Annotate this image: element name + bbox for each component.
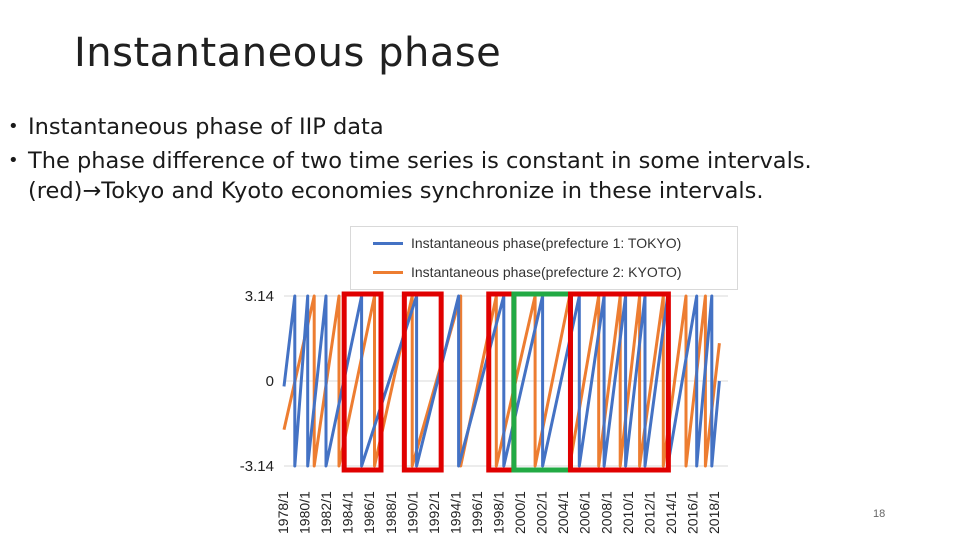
page-number: 18 [873, 508, 886, 520]
x-tick-label: 2004/1 [555, 491, 572, 534]
bullet-item [6, 146, 906, 206]
bullet-dot: • [8, 150, 19, 171]
x-tick-label: 1996/1 [468, 491, 485, 534]
bullet-text: The phase difference of two time series is constant in some intervals.(red)→Tokyo and Kyoto economies synchronize in these intervals. [28, 148, 812, 204]
x-tick-label: 2016/1 [684, 491, 701, 534]
x-tick-label: 2012/1 [641, 491, 658, 534]
bullet-text: Instantaneous phase of IIP data [28, 114, 384, 140]
x-tick-label: 1986/1 [361, 491, 378, 534]
x-tick-label: 2008/1 [598, 491, 615, 534]
x-tick-label: 1992/1 [425, 491, 442, 534]
y-tick-label: -3.14 [239, 458, 274, 475]
chart-legend [350, 226, 738, 290]
legend-item-tokyo [373, 233, 681, 253]
x-tick-label: 1984/1 [339, 491, 356, 534]
y-tick-label: 0 [265, 373, 274, 390]
legend-item-kyoto [373, 262, 682, 282]
x-tick-label: 1994/1 [447, 491, 464, 534]
x-tick-label: 2010/1 [619, 491, 636, 534]
x-tick-label: 2014/1 [662, 491, 679, 534]
bullet-list [6, 112, 906, 210]
legend-swatch-tokyo [373, 242, 403, 245]
x-tick-label: 1988/1 [382, 491, 399, 534]
x-tick-label: 2018/1 [706, 491, 723, 534]
legend-label-tokyo: Instantaneous phase(prefecture 1: TOKYO) [411, 235, 682, 251]
x-tick-label: 1980/1 [296, 491, 313, 534]
bullet-item [6, 112, 906, 142]
legend-swatch-kyoto [373, 271, 403, 274]
x-tick-label: 1982/1 [318, 491, 335, 534]
x-tick-label: 1990/1 [404, 491, 421, 534]
x-tick-label: 2006/1 [576, 491, 593, 534]
x-tick-label: 1998/1 [490, 491, 507, 534]
bullet-dot: • [8, 116, 19, 137]
y-tick-label: 3.14 [244, 288, 274, 305]
slide-title: Instantaneous phase [74, 30, 502, 76]
legend-label-kyoto: Instantaneous phase(prefecture 2: KYOTO) [411, 264, 682, 280]
x-tick-label: 2002/1 [533, 491, 550, 534]
x-tick-label: 2000/1 [512, 491, 529, 534]
x-tick-label: 1978/1 [275, 491, 291, 534]
